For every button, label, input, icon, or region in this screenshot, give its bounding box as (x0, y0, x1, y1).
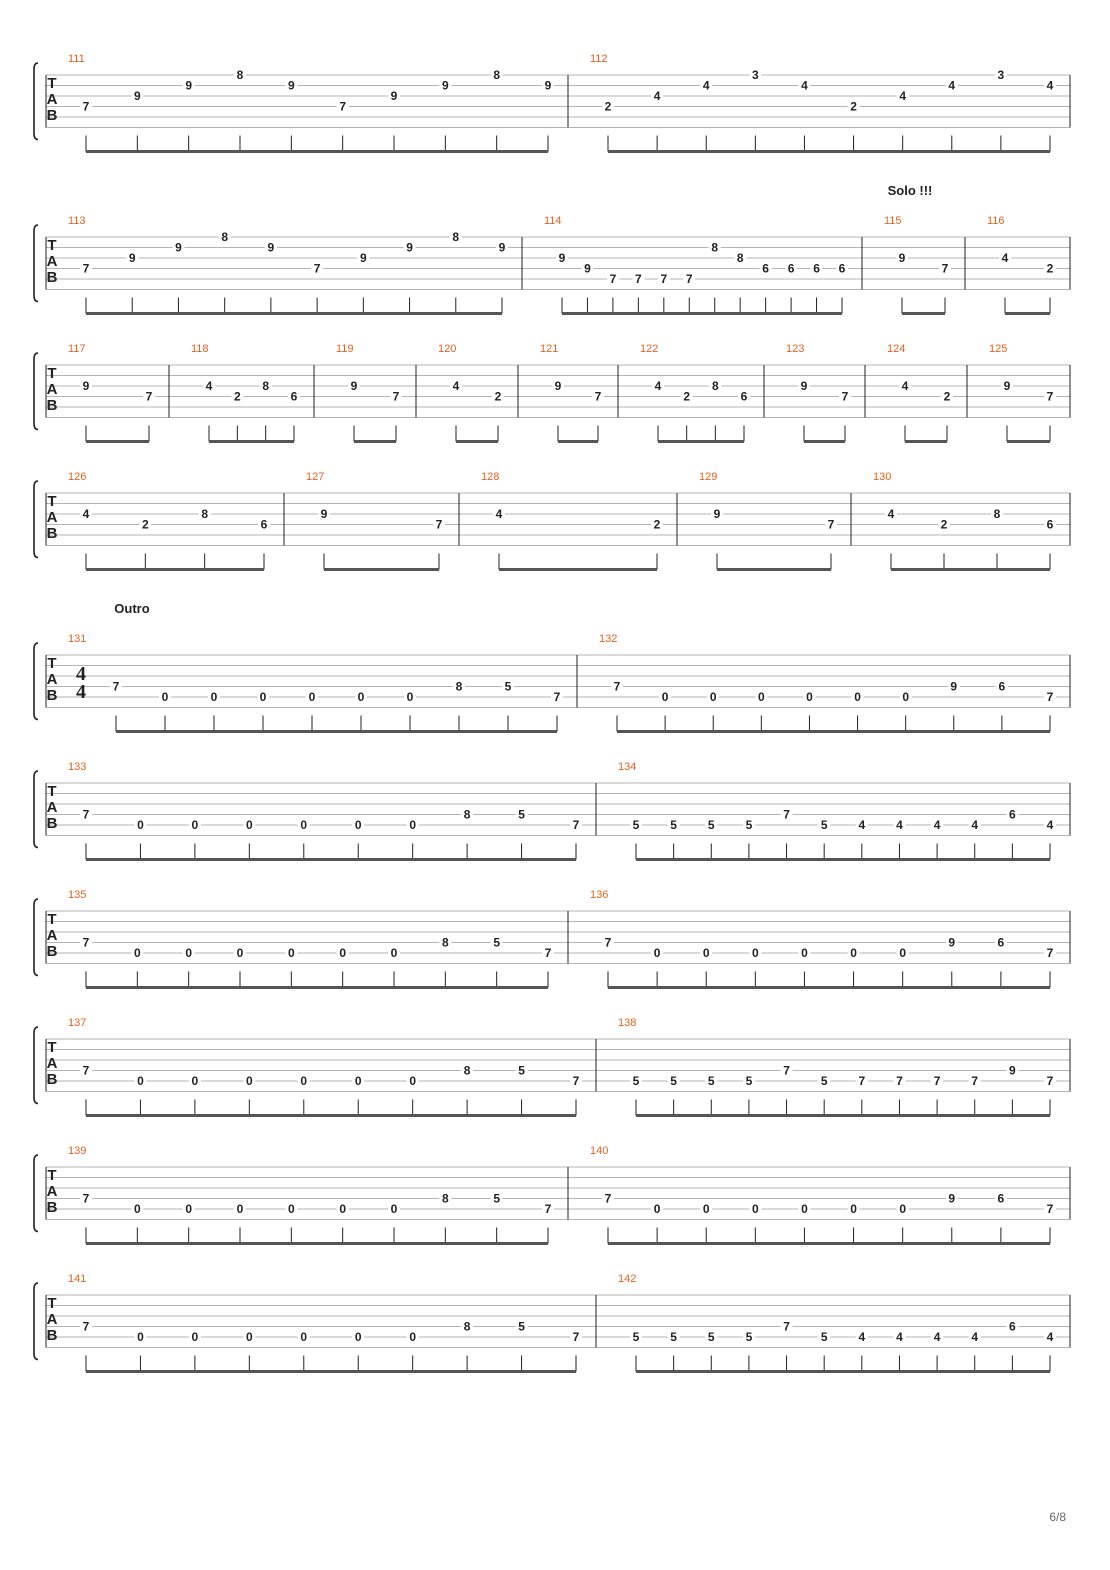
fret-number: 0 (751, 1202, 759, 1216)
measure-number: 130 (873, 471, 892, 483)
fret-number: 0 (210, 690, 218, 704)
measure-number: 114 (544, 215, 562, 227)
fret-number: 0 (245, 1330, 253, 1344)
measure-number: 118 (191, 343, 209, 355)
fret-number: 8 (201, 507, 209, 521)
fret-number: 0 (801, 1202, 808, 1216)
tab-clef-letter: T (47, 493, 57, 510)
fret-number: 4 (653, 89, 661, 103)
measure-number: 135 (68, 889, 87, 901)
fret-number: 0 (308, 690, 316, 704)
fret-number: 7 (82, 261, 90, 276)
fret-number: 4 (948, 78, 956, 93)
fret-number: 4 (971, 1330, 979, 1344)
fret-number: 9 (287, 78, 295, 93)
fret-number: 0 (357, 690, 365, 704)
measure-number: 138 (618, 1017, 637, 1029)
fret-number: 4 (887, 507, 895, 521)
tab-clef-letter: A (46, 91, 58, 108)
fret-number: 5 (518, 1319, 525, 1334)
fret-number: 0 (300, 818, 308, 832)
tab-clef-letter: A (46, 509, 58, 526)
fret-number: 0 (191, 1330, 199, 1344)
measure-number: 116 (987, 215, 1005, 227)
fret-number: 0 (236, 1202, 244, 1216)
measure-number: 139 (68, 1145, 87, 1157)
fret-number: 9 (390, 89, 398, 103)
tab-clef-letter: B (46, 397, 58, 414)
fret-number: 2 (233, 389, 241, 404)
fret-number: 0 (185, 946, 193, 960)
fret-number: 9 (558, 251, 566, 265)
fret-number: 9 (898, 251, 906, 265)
system-bracket (34, 63, 38, 140)
measure-number: 120 (438, 343, 457, 355)
fret-number: 7 (1046, 1202, 1054, 1216)
fret-number: 5 (518, 1063, 525, 1078)
fret-number: 4 (205, 379, 213, 393)
fret-number: 8 (493, 68, 501, 82)
fret-number: 9 (185, 78, 193, 93)
fret-number: 7 (933, 1074, 941, 1088)
fret-number: 0 (899, 946, 907, 960)
fret-number: 7 (613, 679, 621, 694)
fret-number: 9 (133, 89, 141, 103)
tab-clef-letter: T (47, 911, 57, 928)
fret-number: 0 (287, 946, 295, 960)
fret-number: 5 (504, 679, 512, 694)
fret-number: 0 (390, 946, 398, 960)
fret-number: 8 (455, 679, 463, 694)
fret-number: 5 (670, 1330, 677, 1344)
system-bracket (34, 1283, 38, 1360)
fret-number: 6 (838, 261, 846, 276)
fret-number: 3 (997, 68, 1005, 82)
fret-number: 7 (145, 389, 153, 404)
fret-number: 0 (661, 690, 669, 704)
fret-number: 7 (635, 272, 642, 286)
tab-clef-letter: T (47, 1039, 57, 1056)
fret-number: 5 (670, 818, 677, 832)
fret-number: 7 (896, 1074, 903, 1088)
fret-number: 9 (1009, 1063, 1016, 1078)
fret-number: 9 (359, 251, 367, 265)
fret-number: 6 (740, 389, 748, 404)
fret-number: 0 (850, 1202, 857, 1216)
fret-number: 4 (933, 1330, 941, 1344)
fret-number: 6 (1009, 1319, 1016, 1334)
fret-number: 0 (702, 946, 710, 960)
fret-number: 8 (221, 230, 229, 244)
fret-number: 2 (683, 389, 691, 404)
measure-number: 122 (640, 343, 659, 355)
fret-number: 7 (783, 1063, 790, 1078)
fret-number: 7 (553, 690, 561, 704)
fret-number: 0 (902, 690, 910, 704)
fret-number: 9 (948, 1191, 956, 1206)
fret-number: 9 (800, 379, 808, 393)
fret-number: 7 (82, 1319, 90, 1334)
fret-number: 0 (259, 690, 267, 704)
fret-number: 0 (702, 1202, 710, 1216)
fret-number: 8 (236, 68, 244, 82)
fret-number: 4 (801, 78, 808, 93)
tab-clef-letter: T (47, 365, 57, 382)
fret-number: 2 (850, 99, 857, 114)
measure-number: 119 (336, 343, 354, 355)
fret-number: 4 (858, 1330, 866, 1344)
fret-number: 0 (245, 1074, 253, 1088)
fret-number: 0 (133, 946, 141, 960)
fret-number: 8 (441, 1191, 449, 1206)
fret-number: 7 (339, 99, 347, 114)
fret-number: 9 (1003, 379, 1011, 393)
fret-number: 4 (1046, 1330, 1054, 1344)
fret-number: 5 (745, 1330, 753, 1344)
fret-number: 4 (896, 1330, 903, 1344)
fret-number: 5 (820, 1330, 828, 1344)
fret-number: 4 (901, 379, 909, 393)
tab-clef-letter: A (46, 1183, 58, 1200)
fret-number: 5 (707, 1330, 715, 1344)
fret-number: 2 (494, 389, 502, 404)
fret-number: 0 (161, 690, 169, 704)
section-label: Outro (114, 601, 150, 616)
fret-number: 2 (1046, 261, 1054, 276)
fret-number: 9 (128, 251, 136, 265)
fret-number: 2 (653, 517, 661, 532)
fret-number: 7 (783, 1319, 790, 1334)
fret-number: 7 (112, 679, 120, 694)
measure-number: 140 (590, 1145, 609, 1157)
fret-number: 7 (971, 1074, 979, 1088)
fret-number: 2 (940, 517, 948, 532)
fret-number: 7 (572, 1330, 580, 1344)
fret-number: 0 (137, 1074, 144, 1088)
fret-number: 8 (262, 379, 270, 393)
fret-number: 7 (392, 389, 400, 404)
fret-number: 4 (1046, 818, 1054, 832)
fret-number: 7 (858, 1074, 866, 1088)
fret-number: 5 (820, 818, 828, 832)
fret-number: 6 (998, 679, 1006, 694)
fret-number: 7 (685, 272, 693, 286)
measure-number: 117 (68, 343, 86, 355)
fret-number: 0 (245, 818, 253, 832)
tab-clef-letter: A (46, 927, 58, 944)
fret-number: 8 (441, 935, 449, 950)
measure-number: 125 (989, 343, 1008, 355)
fret-number: 7 (1046, 1074, 1054, 1088)
fret-number: 0 (406, 690, 414, 704)
time-signature-numerator: 4 (76, 663, 86, 685)
fret-number: 9 (498, 240, 506, 255)
fret-number: 0 (300, 1074, 308, 1088)
fret-number: 9 (350, 379, 358, 393)
measure-number: 129 (699, 471, 718, 483)
fret-number: 6 (997, 935, 1005, 950)
fret-number: 0 (409, 1330, 417, 1344)
fret-number: 9 (175, 240, 182, 255)
fret-number: 0 (757, 690, 765, 704)
fret-number: 0 (653, 946, 661, 960)
tab-clef-letter: B (46, 525, 58, 542)
system-bracket (34, 481, 38, 558)
tab-clef-letter: T (47, 75, 57, 92)
measure-number: 124 (887, 343, 906, 355)
fret-number: 9 (713, 507, 721, 521)
fret-number: 4 (654, 379, 662, 393)
system-bracket (34, 225, 38, 302)
page-number: 6/8 (1049, 1510, 1066, 1524)
measure-number: 134 (618, 761, 637, 773)
fret-number: 6 (290, 389, 298, 404)
fret-number: 7 (941, 261, 949, 276)
fret-number: 4 (933, 818, 941, 832)
fret-number: 9 (584, 261, 591, 276)
measure-number: 121 (540, 343, 559, 355)
fret-number: 6 (1009, 807, 1016, 822)
fret-number: 5 (745, 1074, 753, 1088)
fret-number: 8 (736, 251, 744, 265)
fret-number: 4 (702, 78, 710, 93)
fret-number: 0 (854, 690, 861, 704)
fret-number: 4 (82, 507, 90, 521)
measure-number: 111 (68, 53, 85, 65)
fret-number: 9 (441, 78, 449, 93)
measure-number: 113 (68, 215, 86, 227)
tab-clef-letter: T (47, 1295, 57, 1312)
tab-clef-letter: B (46, 943, 58, 960)
tab-clef-letter: B (46, 687, 58, 704)
fret-number: 7 (82, 807, 90, 822)
fret-number: 6 (260, 517, 268, 532)
fret-number: 7 (435, 517, 443, 532)
tab-clef-letter: B (46, 815, 58, 832)
fret-number: 7 (82, 1191, 90, 1206)
fret-number: 6 (787, 261, 795, 276)
measure-number: 141 (68, 1273, 87, 1285)
tab-clef-letter: T (47, 655, 57, 672)
fret-number: 0 (287, 1202, 295, 1216)
tab-clef-letter: B (46, 107, 58, 124)
fret-number: 5 (670, 1074, 677, 1088)
tab-clef-letter: B (46, 1327, 58, 1344)
tab-clef-letter: B (46, 269, 58, 286)
fret-number: 7 (82, 935, 90, 950)
fret-number: 8 (993, 507, 1001, 521)
measure-number: 128 (481, 471, 500, 483)
fret-number: 5 (745, 818, 753, 832)
fret-number: 5 (707, 1074, 715, 1088)
fret-number: 5 (707, 818, 715, 832)
fret-number: 8 (463, 1319, 471, 1334)
measure-number: 127 (306, 471, 325, 483)
fret-number: 9 (320, 507, 328, 521)
fret-number: 0 (806, 690, 813, 704)
fret-number: 5 (820, 1074, 828, 1088)
fret-number: 7 (1046, 946, 1054, 960)
fret-number: 5 (493, 935, 501, 950)
fret-number: 7 (572, 818, 580, 832)
fret-number: 0 (191, 818, 199, 832)
fret-number: 7 (82, 1063, 90, 1078)
tab-clef-letter: A (46, 799, 58, 816)
fret-number: 9 (544, 78, 552, 93)
fret-number: 7 (827, 517, 835, 532)
fret-number: 8 (452, 230, 460, 244)
fret-number: 9 (554, 379, 562, 393)
fret-number: 7 (544, 946, 552, 960)
fret-number: 9 (406, 240, 413, 255)
fret-number: 0 (137, 1330, 144, 1344)
fret-number: 4 (971, 818, 979, 832)
fret-number: 0 (185, 1202, 193, 1216)
fret-number: 8 (711, 379, 719, 393)
fret-number: 0 (133, 1202, 141, 1216)
fret-number: 0 (850, 946, 857, 960)
fret-number: 4 (1001, 251, 1009, 265)
system-bracket (34, 643, 38, 720)
fret-number: 7 (604, 1191, 612, 1206)
measure-number: 137 (68, 1017, 87, 1029)
measure-number: 132 (599, 633, 618, 645)
tab-clef-letter: T (47, 783, 57, 800)
section-label: Solo !!! (887, 183, 933, 198)
fret-number: 7 (660, 272, 668, 286)
fret-number: 0 (137, 818, 144, 832)
fret-number: 4 (899, 89, 907, 103)
fret-number: 6 (1046, 517, 1054, 532)
measure-number: 133 (68, 761, 87, 773)
fret-number: 9 (950, 679, 958, 694)
fret-number: 0 (339, 946, 347, 960)
fret-number: 0 (653, 1202, 661, 1216)
fret-number: 0 (339, 1202, 347, 1216)
fret-number: 0 (409, 1074, 417, 1088)
tab-clef-letter: A (46, 381, 58, 398)
fret-number: 3 (751, 68, 759, 82)
fret-number: 4 (1046, 78, 1054, 93)
fret-number: 5 (518, 807, 525, 822)
fret-number: 4 (858, 818, 866, 832)
fret-number: 2 (943, 389, 951, 404)
fret-number: 0 (801, 946, 808, 960)
fret-number: 5 (632, 1074, 640, 1088)
tab-clef-letter: T (47, 1167, 57, 1184)
fret-number: 7 (841, 389, 849, 404)
fret-number: 0 (899, 1202, 907, 1216)
fret-number: 4 (452, 379, 460, 393)
measure-number: 136 (590, 889, 609, 901)
fret-number: 7 (82, 99, 90, 114)
fret-number: 7 (783, 807, 790, 822)
fret-number: 2 (141, 517, 149, 532)
system-bracket (34, 1155, 38, 1232)
fret-number: 0 (191, 1074, 199, 1088)
fret-number: 5 (632, 818, 640, 832)
tab-clef-letter: B (46, 1071, 58, 1088)
fret-number: 0 (390, 1202, 398, 1216)
fret-number: 7 (594, 389, 602, 404)
fret-number: 0 (300, 1330, 308, 1344)
measure-number: 142 (618, 1273, 637, 1285)
tab-clef-letter: B (46, 1199, 58, 1216)
fret-number: 7 (544, 1202, 552, 1216)
fret-number: 0 (409, 818, 417, 832)
measure-number: 123 (786, 343, 805, 355)
fret-number: 0 (354, 818, 362, 832)
fret-number: 6 (997, 1191, 1005, 1206)
fret-number: 0 (236, 946, 244, 960)
fret-number: 0 (354, 1330, 362, 1344)
system-bracket (34, 353, 38, 430)
fret-number: 7 (572, 1074, 580, 1088)
fret-number: 0 (751, 946, 759, 960)
fret-number: 7 (604, 935, 612, 950)
fret-number: 7 (1046, 389, 1054, 404)
tab-clef-letter: A (46, 671, 58, 688)
fret-number: 0 (709, 690, 717, 704)
fret-number: 7 (313, 261, 321, 276)
measure-number: 126 (68, 471, 87, 483)
time-signature-denominator: 4 (76, 681, 86, 703)
measure-number: 131 (68, 633, 87, 645)
fret-number: 9 (82, 379, 90, 393)
fret-number: 2 (604, 99, 612, 114)
fret-number: 9 (267, 240, 275, 255)
fret-number: 5 (632, 1330, 640, 1344)
fret-number: 8 (463, 1063, 471, 1078)
fret-number: 4 (896, 818, 903, 832)
system-bracket (34, 771, 38, 848)
system-bracket (34, 1027, 38, 1104)
fret-number: 7 (609, 272, 617, 286)
fret-number: 6 (813, 261, 820, 276)
fret-number: 0 (354, 1074, 362, 1088)
fret-number: 8 (463, 807, 471, 822)
fret-number: 7 (1046, 690, 1054, 704)
fret-number: 9 (948, 935, 956, 950)
tab-clef-letter: T (47, 237, 57, 254)
tab-clef-letter: A (46, 1311, 58, 1328)
tab-clef-letter: A (46, 1055, 58, 1072)
fret-number: 6 (762, 261, 769, 276)
measure-number: 112 (590, 53, 608, 65)
fret-number: 4 (495, 507, 503, 521)
measure-number: 115 (884, 215, 902, 227)
fret-number: 8 (711, 240, 719, 255)
tab-clef-letter: A (46, 253, 58, 270)
fret-number: 5 (493, 1191, 501, 1206)
system-bracket (34, 899, 38, 976)
